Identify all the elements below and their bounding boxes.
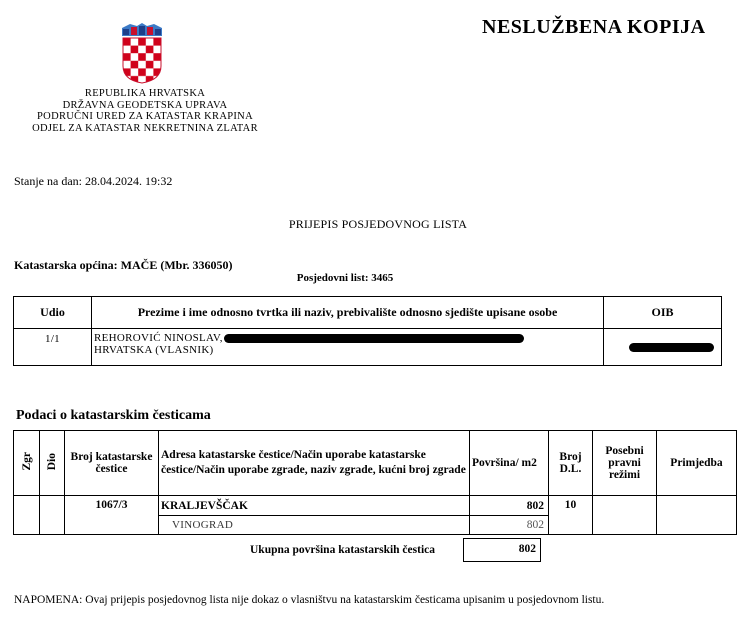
column-header-address: Adresa katastarske čestice/Način uporabe katastarske čestice/Način uporabe zgrade, naziv zgrade, kućni broj zgrade [159,431,470,496]
parcel-number: 1067/3 [65,496,159,535]
parcel-dio [40,496,65,535]
header-line: DRŽAVNA GEODETSKA UPRAVA [62,99,228,111]
header-line: ODJEL ZA KATASTAR NEKRETNINA ZLATAR [32,122,258,134]
column-header-special-regimes: Posebni pravni režimi [593,431,657,496]
column-header-dio: Dio [40,431,65,496]
possession-sheet-number: Posjedovni list: 3465 [296,272,394,284]
total-area-label: Ukupna površina katastarskih čestica [250,544,435,556]
column-header-owner: Prezime i ime odnosno tvrtka ili naziv, prebivalište odnosno sjedište upisane osobe [92,297,604,329]
owner-row [14,329,722,366]
owner-role: HRVATSKA (VLASNIK) [94,344,214,356]
institution-header [14,88,276,134]
parcels-table [13,430,737,535]
column-header-parcel-number: Broj katastarske čestice [65,431,159,496]
state-date: Stanje na dan: 28.04.2024. 19:32 [14,174,173,188]
total-area-value: 802 [463,538,541,562]
column-header-share: Udio [14,297,92,329]
unofficial-copy-label: NESLUŽBENA KOPIJA [482,16,706,38]
owners-table [13,296,722,366]
parcel-dl-number: 10 [549,496,593,535]
header-line: PODRUČNI URED ZA KATASTAR KRAPINA [37,111,253,122]
parcel-zgr [14,496,40,535]
parcels-heading: Podaci o katastarskim česticama [16,408,211,423]
column-header-dl-number: Broj D.L. [549,431,593,496]
croatian-coat-of-arms-icon [120,22,164,84]
parcels-header-row [14,431,737,496]
owner-name-line [94,332,603,344]
parcel-use: VINOGRAD [159,516,470,535]
owner-name-cell [92,329,604,366]
owner-name: REHOROVIĆ NINOSLAV, [94,332,223,344]
parcel-address: KRALJEVŠČAK [159,496,470,516]
parcel-use-area: 802 [470,516,549,535]
column-header-zgr: Zgr [14,431,40,496]
crown-icon [122,23,162,36]
redaction-bar [629,343,714,352]
parcel-row [14,496,737,516]
parcel-special-regimes [593,496,657,535]
redaction-bar [224,334,524,343]
column-header-oib: OIB [604,297,722,329]
document-title: PRIJEPIS POSJEDOVNOG LISTA [288,217,468,231]
owner-share: 1/1 [14,329,92,366]
note: NAPOMENA: Ovaj prijepis posjedovnog lista nije dokaz o vlasništvu na katastarskim česticama upisanim u posjedovnom listu. [14,594,605,606]
owner-oib-cell [604,329,722,366]
cadastral-municipality: Katastarska općina: MAČE (Mbr. 336050) [14,258,233,272]
parcel-remark [657,496,737,535]
header-line: REPUBLIKA HRVATSKA [84,88,206,99]
parcel-area: 802 [470,496,549,516]
column-header-remark: Primjedba [657,431,737,496]
column-header-area: Površina/ m2 [470,431,549,496]
owners-header-row [14,297,722,329]
